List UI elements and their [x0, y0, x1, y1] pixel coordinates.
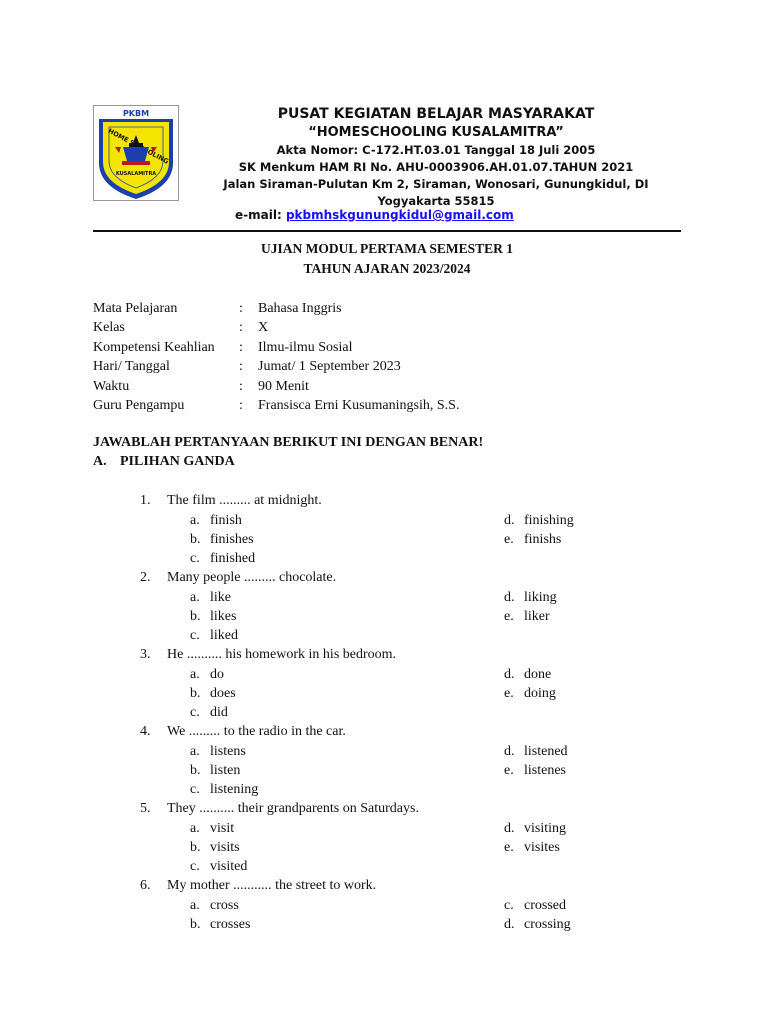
institution-title: PUSAT KEGIATAN BELAJAR MASYARAKAT	[277, 106, 595, 122]
option-letter: b.	[190, 686, 201, 701]
option-letter: d.	[504, 821, 515, 836]
option-letter: a.	[190, 744, 200, 759]
info-value: Jumat/ 1 September 2023	[258, 359, 401, 375]
header-divider	[93, 230, 681, 232]
option-letter: d.	[504, 513, 515, 528]
letterhead-text	[189, 104, 683, 210]
option-letter: c.	[190, 628, 200, 643]
question-text: They .......... their grandparents on Saturdays.	[167, 801, 419, 816]
info-row	[93, 357, 593, 376]
letterhead	[93, 100, 683, 232]
option[interactable]	[190, 684, 236, 703]
option-text: finished	[210, 551, 256, 566]
address-line-2: Yogyakarta 55815	[377, 194, 495, 208]
option-text: liked	[210, 628, 238, 643]
option-letter: d.	[504, 744, 515, 759]
question-number: 2.	[140, 570, 151, 585]
question-number: 3.	[140, 647, 151, 662]
option[interactable]	[190, 761, 240, 780]
info-label: Mata Pelajaran	[93, 301, 178, 316]
option[interactable]	[190, 549, 255, 568]
option-text: visiting	[524, 821, 567, 836]
option-text: listening	[210, 782, 259, 797]
option[interactable]	[190, 896, 239, 915]
info-colon: :	[239, 397, 243, 413]
option[interactable]	[190, 857, 247, 876]
option[interactable]	[504, 915, 571, 934]
exam-year: TAHUN AJARAN 2023/2024	[303, 261, 471, 276]
info-label: Waktu	[93, 378, 130, 394]
option-letter: e.	[504, 840, 514, 855]
info-row	[93, 299, 593, 318]
question	[140, 876, 376, 895]
option-letter: e.	[504, 532, 514, 547]
option-text: listen	[210, 763, 241, 778]
question-text: The film ......... at midnight.	[167, 493, 322, 508]
option-letter: a.	[190, 590, 200, 605]
option-text: do	[210, 667, 224, 682]
question-text: Many people ......... chocolate.	[167, 570, 337, 585]
option-letter: a.	[190, 667, 200, 682]
option-text: liking	[524, 590, 557, 605]
option-letter: b.	[190, 840, 201, 855]
option-text: finishes	[210, 532, 254, 547]
option-text: does	[210, 686, 236, 701]
question-number: 5.	[140, 801, 151, 816]
info-value: Fransisca Erni Kusumaningsih, S.S.	[258, 397, 460, 413]
option-letter: b.	[190, 532, 201, 547]
option-letter: c.	[190, 705, 200, 720]
logo-text-bottom: KUSALAMITRA	[115, 171, 157, 177]
option[interactable]	[190, 607, 236, 626]
option-text: crossing	[524, 917, 571, 932]
option[interactable]	[504, 607, 550, 626]
info-label: Hari/ Tanggal	[93, 359, 170, 375]
info-colon: :	[239, 378, 243, 394]
question	[140, 645, 396, 664]
info-value: Bahasa Inggris	[258, 301, 342, 316]
option-text: visit	[210, 821, 235, 836]
option-text: like	[210, 590, 231, 605]
option-text: visites	[524, 840, 560, 855]
info-colon: :	[239, 301, 243, 316]
option-letter: d.	[504, 917, 515, 932]
option-letter: d.	[504, 590, 515, 605]
exam-title: UJIAN MODUL PERTAMA SEMESTER 1	[260, 241, 514, 256]
exam-info	[93, 299, 593, 415]
email-link[interactable]: pkbmhskgunungkidul@gmail.com	[285, 208, 514, 222]
option-text: crosses	[210, 917, 251, 932]
sk-line: SK Menkum HAM RI No. AHU-0003906.AH.01.07.TAHUN 2021	[238, 160, 634, 174]
option[interactable]	[190, 626, 238, 645]
address-line-1: Jalan Siraman-Pulutan Km 2, Siraman, Wonosari, Gunungkidul, DI	[223, 177, 649, 191]
question	[140, 568, 336, 587]
option[interactable]	[504, 511, 574, 530]
option-text: done	[524, 667, 552, 682]
institution-subtitle: “HOMESCHOOLING KUSALAMITRA”	[308, 125, 564, 140]
option[interactable]	[190, 511, 242, 530]
option-letter: b.	[190, 917, 201, 932]
email-label: e-mail:	[235, 208, 286, 222]
option[interactable]	[504, 761, 566, 780]
option-text: finishing	[524, 513, 574, 528]
option-letter: a.	[190, 898, 200, 913]
option[interactable]	[504, 742, 568, 761]
option-text: liker	[524, 609, 550, 624]
info-label: Kompetensi Keahlian	[93, 339, 215, 355]
option-text: visits	[210, 840, 240, 855]
info-colon: :	[239, 339, 243, 355]
option[interactable]	[190, 780, 258, 799]
question-number: 6.	[140, 878, 151, 893]
option[interactable]	[190, 703, 228, 722]
option[interactable]	[504, 684, 556, 703]
option-letter: c.	[190, 551, 200, 566]
option-letter: e.	[504, 609, 514, 624]
option[interactable]	[190, 819, 234, 838]
section-heading	[93, 454, 235, 470]
info-colon: :	[239, 359, 243, 375]
info-row	[93, 338, 593, 357]
question	[140, 722, 346, 741]
option-letter: e.	[504, 763, 514, 778]
option[interactable]	[190, 530, 254, 549]
option-letter: d.	[504, 667, 515, 682]
option[interactable]	[504, 819, 566, 838]
section-letter: A.	[93, 454, 107, 469]
info-colon: :	[239, 320, 243, 336]
option-letter: c.	[190, 859, 200, 874]
info-value: X	[258, 320, 269, 336]
option[interactable]	[504, 665, 551, 684]
logo-text-arc: HOME SCHOOLING	[106, 126, 171, 166]
option[interactable]	[190, 838, 240, 857]
option[interactable]	[190, 665, 224, 684]
option-text: did	[210, 705, 228, 720]
option-letter: a.	[190, 821, 200, 836]
question-number: 4.	[140, 724, 151, 739]
info-label: Guru Pengampu	[93, 397, 185, 413]
pkbm-logo	[93, 105, 179, 201]
option[interactable]	[504, 896, 566, 915]
info-row	[93, 396, 593, 415]
instruction: JAWABLAH PERTANYAAN BERIKUT INI DENGAN BENAR!	[93, 435, 484, 450]
question-text: My mother ........... the street to work.	[167, 878, 377, 893]
info-value: Ilmu-ilmu Sosial	[258, 339, 353, 355]
option-letter: e.	[504, 686, 514, 701]
info-label: Kelas	[93, 320, 125, 336]
info-row	[93, 377, 593, 396]
option-letter: c.	[190, 782, 200, 797]
option[interactable]	[190, 915, 250, 934]
option-text: likes	[210, 609, 237, 624]
question-text: He .......... his homework in his bedroom.	[167, 647, 397, 662]
akta-line: Akta Nomor: C-172.HT.03.01 Tanggal 18 Juli 2005	[276, 143, 596, 157]
option-text: doing	[524, 686, 556, 701]
question	[140, 491, 322, 510]
question	[140, 799, 419, 818]
option-text: finish	[210, 513, 242, 528]
option-letter: b.	[190, 609, 201, 624]
info-row	[93, 318, 593, 337]
option[interactable]	[190, 742, 246, 761]
option-text: crossed	[524, 898, 566, 913]
option-letter: b.	[190, 763, 201, 778]
section-title: PILIHAN GANDA	[120, 454, 235, 469]
option[interactable]	[504, 588, 557, 607]
logo-text-top: PKBM	[122, 109, 150, 118]
option-letter: c.	[504, 898, 514, 913]
email-line	[235, 208, 514, 222]
option-text: visited	[210, 859, 248, 874]
question-number: 1.	[140, 493, 151, 508]
option-text: listenes	[524, 763, 566, 778]
option[interactable]	[504, 530, 561, 549]
info-value: 90 Menit	[258, 378, 309, 394]
option-text: listened	[524, 744, 568, 759]
option[interactable]	[504, 838, 560, 857]
option-text: listens	[210, 744, 246, 759]
option-text: finishs	[524, 532, 562, 547]
option-text: cross	[210, 898, 239, 913]
option[interactable]	[190, 588, 231, 607]
question-text: We ......... to the radio in the car.	[167, 724, 346, 739]
option-letter: a.	[190, 513, 200, 528]
